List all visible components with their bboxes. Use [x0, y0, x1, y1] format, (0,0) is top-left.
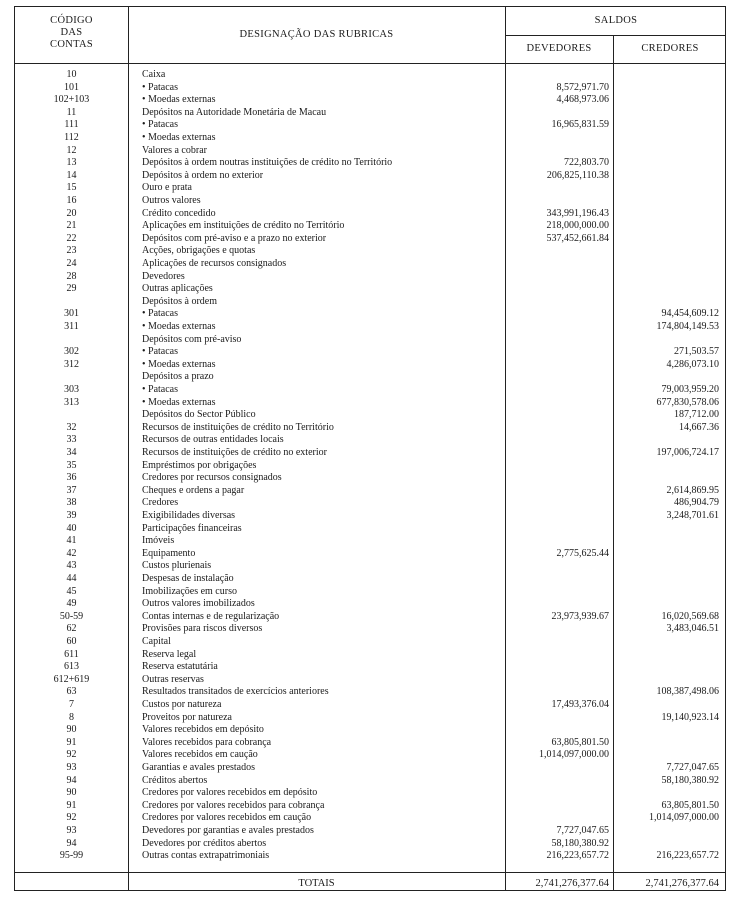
account-code: 93 — [66, 825, 77, 836]
account-description: Resultados transitados de exercícios anteriores — [142, 686, 329, 698]
account-code: 10 — [66, 69, 77, 80]
table-row — [15, 107, 727, 120]
description-column-header: DESIGNAÇÃO DAS RUBRICAS — [239, 29, 394, 40]
credit-balance: 7,727,047.65 — [666, 762, 719, 773]
account-description: Outras contas extrapatrimoniais — [142, 850, 270, 862]
table-row — [15, 560, 727, 573]
account-description: Despesas de instalação — [142, 573, 234, 584]
table-row — [15, 434, 727, 447]
account-description: Devedores por garantias e avales prestados — [142, 825, 314, 836]
table-row — [15, 271, 727, 284]
account-code: 312 — [64, 358, 79, 370]
account-code: 13 — [66, 157, 77, 169]
table-row — [15, 598, 727, 611]
account-description: • Patacas — [142, 384, 178, 395]
account-description: • Patacas — [142, 81, 178, 93]
account-code: 63 — [66, 686, 77, 698]
credit-balance: 3,248,701.61 — [666, 510, 719, 521]
table-row — [15, 283, 727, 296]
table-row — [15, 661, 727, 674]
table-row — [15, 636, 727, 649]
code-header-line: CONTAS — [50, 39, 93, 50]
account-description: Valores recebidos em depósito — [142, 724, 264, 736]
account-description: • Moedas externas — [142, 358, 216, 370]
account-description: Credores por valores recebidos em caução — [142, 812, 312, 824]
table-row — [15, 296, 727, 309]
account-code: 11 — [66, 106, 77, 118]
table-row — [15, 69, 727, 82]
totals-devedores: 2,741,276,377.64 — [535, 878, 609, 889]
account-description: Empréstimos por obrigações — [142, 459, 257, 471]
table-row — [15, 334, 727, 347]
table-row — [15, 787, 727, 800]
account-description: Outras aplicações — [142, 283, 213, 295]
table-row — [15, 510, 727, 523]
account-description: Ouro e prata — [142, 182, 192, 194]
credit-balance: 19,140,923.14 — [661, 711, 719, 723]
table-row — [15, 245, 727, 258]
account-code: 36 — [66, 472, 77, 484]
account-code: 43 — [66, 560, 77, 572]
credit-balance: 486,904.79 — [674, 497, 719, 509]
account-description: Imobilizações em curso — [142, 585, 237, 597]
account-description: Credores por valores recebidos para cobrança — [142, 799, 325, 811]
account-code: 24 — [66, 258, 77, 269]
account-code: 91 — [66, 799, 77, 811]
account-code: 313 — [64, 396, 79, 408]
account-code: 302 — [64, 346, 79, 358]
account-code: 32 — [66, 421, 77, 433]
account-description: Custos por natureza — [142, 699, 222, 710]
account-description: Exigibilidades diversas — [142, 510, 236, 521]
account-description: Recursos de instituições de crédito no exterior — [142, 447, 327, 458]
debit-balance: 16,965,831.59 — [551, 119, 609, 131]
account-code: 612+619 — [53, 673, 90, 685]
table-row — [15, 359, 727, 372]
account-description: Outros valores — [142, 195, 201, 206]
account-code: 29 — [66, 283, 77, 295]
account-code: 12 — [66, 144, 77, 156]
account-description: Devedores por créditos abertos — [142, 837, 267, 849]
credit-balance: 216,223,657.72 — [656, 850, 719, 862]
table-row — [15, 850, 727, 863]
debit-balance: 216,223,657.72 — [546, 850, 609, 862]
table-row — [15, 447, 727, 460]
table-row — [15, 145, 727, 158]
account-description: Devedores — [142, 270, 185, 282]
table-row — [15, 258, 727, 271]
account-description: Capital — [142, 636, 171, 647]
table-row — [15, 623, 727, 636]
table-row — [15, 674, 727, 687]
table-row — [15, 422, 727, 435]
table-row — [15, 548, 727, 561]
account-description: Cheques e ordens a pagar — [142, 484, 245, 496]
totals-rule — [15, 872, 725, 873]
table-row — [15, 825, 727, 838]
table-row — [15, 573, 727, 586]
table-row — [15, 157, 727, 170]
account-code: 94 — [66, 837, 77, 849]
account-code: 60 — [66, 636, 77, 647]
header-bottom-rule — [15, 63, 725, 64]
table-row — [15, 472, 727, 485]
table-row — [15, 699, 727, 712]
account-code: 93 — [66, 762, 77, 773]
account-code: 33 — [66, 434, 77, 446]
debit-balance: 8,572,971.70 — [556, 81, 609, 93]
account-description: • Moedas externas — [142, 396, 216, 408]
account-code: 37 — [66, 484, 77, 496]
account-description: • Patacas — [142, 346, 178, 358]
table-row — [15, 308, 727, 321]
account-code: 611 — [64, 648, 79, 660]
debit-balance: 2,775,625.44 — [556, 547, 609, 559]
account-description: Depósitos na Autoridade Monetária de Macau — [142, 106, 327, 118]
account-description: Valores recebidos para cobrança — [142, 736, 272, 748]
account-description: Credores — [142, 497, 179, 509]
debit-balance: 206,825,110.38 — [546, 169, 609, 181]
credit-balance: 16,020,569.68 — [661, 610, 719, 622]
code-column-header — [15, 15, 128, 51]
account-code: 303 — [64, 384, 79, 395]
account-code: 22 — [66, 232, 77, 244]
account-code: 45 — [66, 585, 77, 597]
debit-balance: 343,991,196.43 — [546, 207, 609, 219]
table-row — [15, 82, 727, 95]
debit-balance: 722,803.70 — [564, 157, 609, 169]
account-description: Custos plurienais — [142, 560, 212, 572]
table-row — [15, 384, 727, 397]
table-row — [15, 775, 727, 788]
debit-balance: 58,180,380.92 — [551, 837, 609, 849]
account-description: Crédito concedido — [142, 207, 216, 219]
account-description: Proveitos por natureza — [142, 711, 232, 723]
debit-balance: 17,493,376.04 — [551, 699, 609, 710]
account-code: 20 — [66, 207, 77, 219]
table-row — [15, 812, 727, 825]
credit-balance: 14,667.36 — [679, 421, 719, 433]
debit-balance: 537,452,661.84 — [546, 232, 609, 244]
account-description: Credores por recursos consignados — [142, 472, 282, 484]
account-description: Provisões para riscos diversos — [142, 623, 263, 635]
credit-balance: 271,503.57 — [674, 346, 719, 358]
account-description: • Moedas externas — [142, 132, 216, 143]
table-row — [15, 132, 727, 145]
table-row — [15, 321, 727, 334]
account-description: • Patacas — [142, 308, 178, 320]
account-code: 95-99 — [59, 850, 84, 862]
account-code: 62 — [66, 623, 77, 635]
account-code: 91 — [66, 736, 77, 748]
account-description: Participações financeiras — [142, 522, 242, 534]
table-row — [15, 737, 727, 750]
account-code: 21 — [66, 220, 77, 232]
account-code: 38 — [66, 497, 77, 509]
account-code: 613 — [64, 661, 79, 673]
table-row — [15, 497, 727, 510]
account-description: Depósitos à ordem noutras instituições de crédito no Território — [142, 157, 393, 169]
table-row — [15, 649, 727, 662]
credit-balance: 79,003,959.20 — [661, 384, 719, 395]
account-description: Depósitos à ordem no exterior — [142, 169, 264, 181]
account-code: 112 — [64, 132, 79, 143]
credit-balance: 94,454,609.12 — [661, 308, 719, 320]
debit-balance: 7,727,047.65 — [556, 825, 609, 836]
credit-balance: 3,483,046.51 — [666, 623, 719, 635]
account-code: 94 — [66, 774, 77, 786]
account-code: 35 — [66, 459, 77, 471]
account-code: 101 — [64, 81, 79, 93]
account-description: Caixa — [142, 69, 166, 80]
account-description: Reserva estatutária — [142, 661, 218, 673]
code-header-line: CÓDIGO — [50, 15, 93, 26]
account-description: Recursos de instituições de crédito no Território — [142, 421, 334, 433]
debit-balance: 23,973,939.67 — [551, 610, 609, 622]
account-code: 14 — [66, 169, 77, 181]
account-description: Aplicações de recursos consignados — [142, 258, 287, 269]
account-description: Depósitos com pré-aviso — [142, 333, 242, 345]
totals-credores: 2,741,276,377.64 — [645, 878, 719, 889]
account-description: Depósitos a prazo — [142, 371, 214, 383]
account-code: 102+103 — [53, 94, 90, 106]
table-row — [15, 611, 727, 624]
account-code: 111 — [64, 119, 79, 131]
account-description: Aplicações em instituições de crédito no Território — [142, 220, 345, 232]
account-code: 92 — [66, 749, 77, 761]
account-description: Outros valores imobilizados — [142, 598, 255, 610]
table-row — [15, 397, 727, 410]
devedores-header: DEVEDORES — [526, 43, 592, 54]
account-code: 8 — [69, 711, 74, 723]
account-description: Créditos abertos — [142, 774, 208, 786]
debit-balance: 63,805,801.50 — [551, 736, 609, 748]
account-code: 7 — [69, 699, 74, 710]
table-row — [15, 586, 727, 599]
table-row — [15, 220, 727, 233]
table-row — [15, 800, 727, 813]
credit-balance: 1,014,097,000.00 — [649, 812, 719, 824]
account-code: 40 — [66, 522, 77, 534]
table-row — [15, 535, 727, 548]
credit-balance: 187,712.00 — [674, 409, 719, 421]
table-row — [15, 409, 727, 422]
account-description: • Patacas — [142, 119, 178, 131]
account-description: Equipamento — [142, 547, 196, 559]
table-row — [15, 119, 727, 132]
account-code: 16 — [66, 195, 77, 206]
account-description: Acções, obrigações e quotas — [142, 245, 256, 257]
debit-balance: 1,014,097,000.00 — [539, 749, 609, 761]
account-description: Reserva legal — [142, 648, 197, 660]
credit-balance: 174,804,149.53 — [656, 321, 719, 332]
credit-balance: 677,830,578.06 — [656, 396, 719, 408]
credit-balance: 58,180,380.92 — [661, 774, 719, 786]
header-divider — [505, 35, 725, 36]
account-description: Contas internas e de regularização — [142, 610, 280, 622]
table-row — [15, 346, 727, 359]
account-code: 90 — [66, 787, 77, 799]
account-code: 301 — [64, 308, 79, 320]
account-code: 42 — [66, 547, 77, 559]
account-description: Garantias e avales prestados — [142, 762, 256, 773]
account-code: 15 — [66, 182, 77, 194]
account-code: 34 — [66, 447, 77, 458]
account-description: Recursos de outras entidades locais — [142, 434, 284, 446]
table-row — [15, 371, 727, 384]
table-row — [15, 686, 727, 699]
account-code: 28 — [66, 270, 77, 282]
account-description: Credores por valores recebidos em depósito — [142, 787, 318, 799]
account-description: Depósitos à ordem — [142, 295, 217, 307]
account-description: • Moedas externas — [142, 94, 216, 106]
table-row — [15, 485, 727, 498]
account-code: 41 — [66, 535, 77, 547]
debit-balance: 218,000,000.00 — [546, 220, 609, 232]
code-header-line: DAS — [60, 27, 83, 38]
account-description: Valores recebidos em caução — [142, 749, 258, 761]
table-row — [15, 749, 727, 762]
balance-table — [14, 6, 726, 891]
credit-balance: 63,805,801.50 — [661, 799, 719, 811]
table-row — [15, 233, 727, 246]
account-description: Imóveis — [142, 535, 175, 547]
credit-balance: 197,006,724.17 — [656, 447, 719, 458]
account-code: 44 — [66, 573, 77, 584]
account-description: Outras reservas — [142, 673, 204, 685]
table-row — [15, 208, 727, 221]
table-row — [15, 712, 727, 725]
account-code: 90 — [66, 724, 77, 736]
table-row — [15, 523, 727, 536]
table-row — [15, 460, 727, 473]
account-code: 39 — [66, 510, 77, 521]
account-description: Valores a cobrar — [142, 144, 207, 156]
totals-label: TOTAIS — [298, 878, 335, 889]
account-description: Depósitos com pré-aviso e a prazo no exterior — [142, 232, 327, 244]
table-row — [15, 94, 727, 107]
table-row — [15, 195, 727, 208]
debit-balance: 4,468,973.06 — [556, 94, 609, 106]
account-code: 50-59 — [59, 610, 84, 622]
account-code: 311 — [64, 321, 79, 332]
account-code: 23 — [66, 245, 77, 257]
credores-header: CREDORES — [641, 43, 699, 54]
table-row — [15, 182, 727, 195]
account-code: 49 — [66, 598, 77, 610]
account-code: 92 — [66, 812, 77, 824]
table-row — [15, 762, 727, 775]
saldos-header: SALDOS — [594, 15, 638, 26]
table-row — [15, 724, 727, 737]
table-row — [15, 838, 727, 851]
credit-balance: 2,614,869.95 — [666, 484, 719, 496]
credit-balance: 4,286,073.10 — [666, 358, 719, 370]
account-description: Depósitos do Sector Público — [142, 409, 256, 421]
account-description: • Moedas externas — [142, 321, 216, 332]
table-row — [15, 170, 727, 183]
credit-balance: 108,387,498.06 — [656, 686, 719, 698]
